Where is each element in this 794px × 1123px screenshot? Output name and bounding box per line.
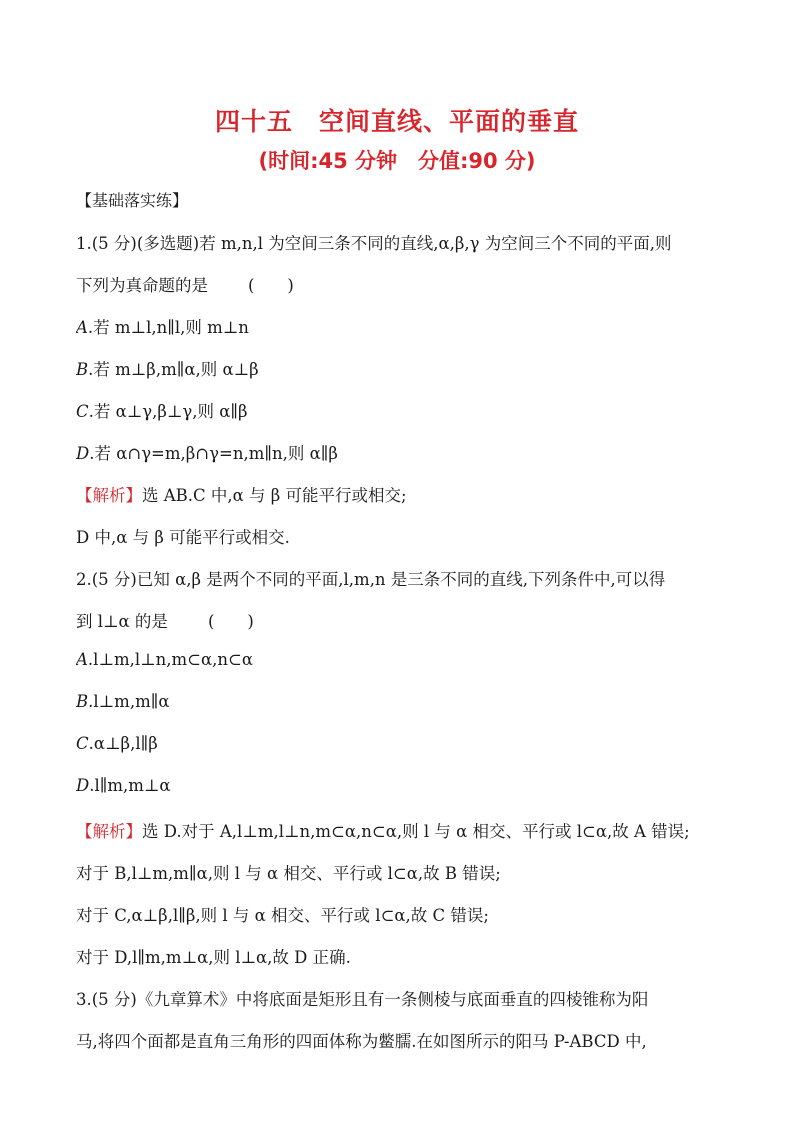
option-text: .若 m⊥β,m∥α,则 α⊥β (88, 360, 259, 379)
option-letter: B (76, 692, 89, 711)
q1-stem-line1: 1.(5 分)(多选题)若 m,n,l 为空间三条不同的直线,α,β,γ 为空间三个不同的平面,则 (76, 234, 672, 253)
q2-stem-text: 到 l⊥α 的是 (76, 612, 168, 631)
option-text: .若 α∩γ=m,β∩γ=n,m∥n,则 α∥β (89, 444, 338, 463)
q2-option-d (76, 776, 736, 795)
q2-stem-line1: 2.(5 分)已知 α,β 是两个不同的平面,l,m,n 是三条不同的直线,下列条件中,可以得 (76, 570, 666, 589)
analysis-label: 【解析】 (76, 822, 142, 841)
q1-option-a (76, 314, 736, 338)
option-letter: D (76, 776, 90, 795)
q3-stem-line1: 3.(5 分)《九章算术》中将底面是矩形且有一条侧棱与底面垂直的四棱锥称为阳 (76, 990, 649, 1009)
q1-analysis-line2: D 中,α 与 β 可能平行或相交. (76, 528, 290, 547)
q1-answer-paren: ( ) (248, 276, 294, 295)
analysis-text: 选 AB.C 中,α 与 β 可能平行或相交; (142, 486, 407, 505)
q2-analysis-line2: 对于 B,l⊥m,m∥α,则 l 与 α 相交、平行或 l⊂α,故 B 错误; (76, 864, 501, 883)
q1-option-d (76, 440, 736, 464)
option-letter: C (76, 734, 89, 753)
option-letter: C (76, 402, 89, 421)
page-title: 四十五 空间直线、平面的垂直 (214, 107, 579, 136)
q2-option-a (76, 650, 736, 669)
q2-analysis-line1 (76, 818, 736, 842)
option-text: .若 m⊥l,n∥l,则 m⊥n (87, 318, 249, 337)
analysis-text: 选 D.对于 A,l⊥m,l⊥n,m⊂α,n⊂α,则 l 与 α 相交、平行或 l⊂α,故 A 错误; (142, 822, 690, 841)
option-letter: A (76, 318, 88, 337)
q1-option-c (76, 398, 736, 422)
option-text: .α⊥β,l∥β (88, 734, 158, 753)
q3-stem-line2: 马,将四个面都是直角三角形的四面体称为鳖臑.在如图所示的阳马 P-ABCD 中, (76, 1032, 647, 1051)
option-text: .若 α⊥γ,β⊥γ,则 α∥β (88, 402, 248, 421)
q2-analysis-line4: 对于 D,l∥m,m⊥α,则 l⊥α,故 D 正确. (76, 948, 351, 967)
q2-analysis-line3: 对于 C,α⊥β,l∥β,则 l 与 α 相交、平行或 l⊂α,故 C 错误; (76, 906, 489, 925)
q1-stem-line2 (76, 272, 736, 296)
q1-stem-text: 下列为真命题的是 (76, 276, 208, 295)
analysis-label: 【解析】 (76, 486, 142, 505)
q2-option-b (76, 692, 736, 711)
q2-option-c (76, 734, 736, 753)
q2-answer-paren: ( ) (207, 612, 254, 631)
option-text: .l∥m,m⊥α (89, 776, 171, 795)
option-text: .l⊥m,l⊥n,m⊂α,n⊂α (87, 650, 253, 669)
q1-option-b (76, 356, 736, 380)
q1-analysis-line1 (76, 482, 736, 506)
option-letter: B (76, 360, 89, 379)
page-subtitle: (时间:45 分钟 分值:90 分) (258, 149, 536, 173)
option-letter: A (76, 650, 88, 669)
section-heading: 【基础落实练】 (76, 191, 189, 210)
q2-stem-line2 (76, 608, 736, 632)
option-letter: D (76, 444, 90, 463)
option-text: .l⊥m,m∥α (88, 692, 170, 711)
